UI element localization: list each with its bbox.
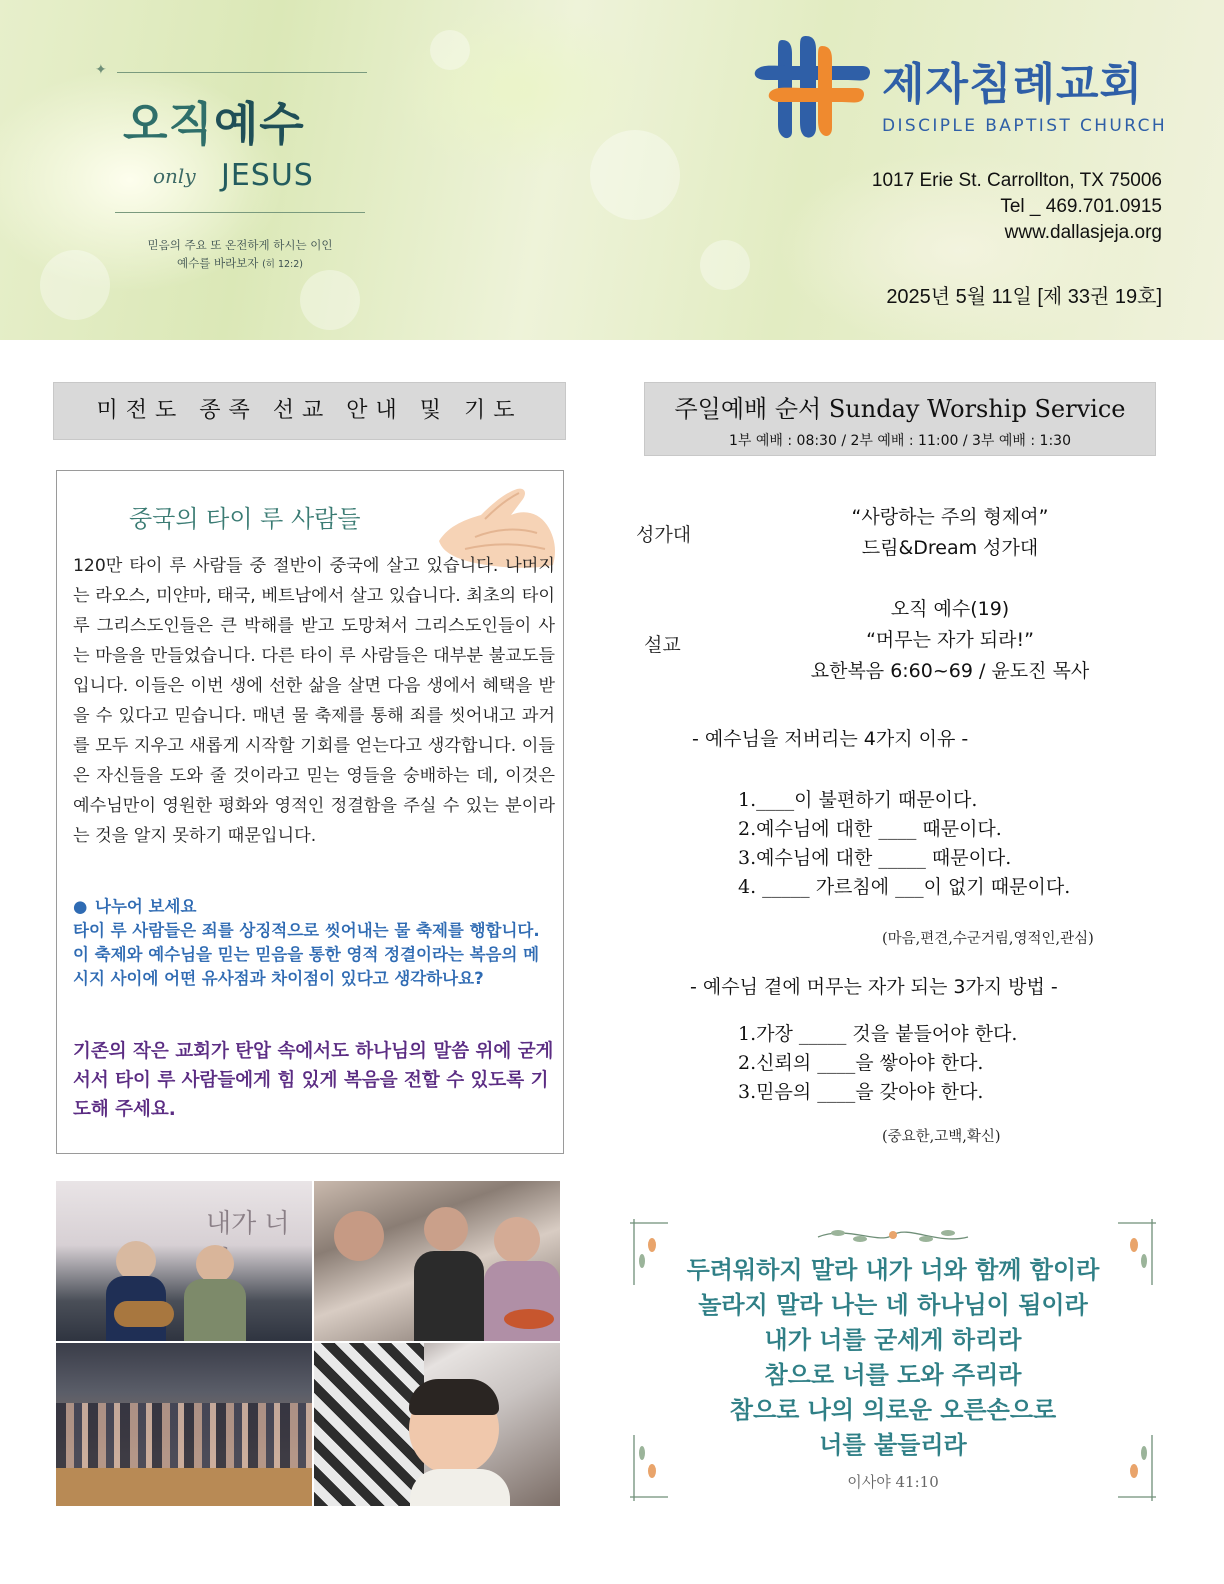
verse-card [628,1215,1158,1505]
mission-section-title: 미전도 종족 선교 안내 및 기도 [53,382,566,440]
verse-line: 참으로 나의 의로운 오른손으로 [729,1396,1057,1424]
prayer-request: 기존의 작은 교회가 탄압 속에서도 하나님의 말씀 위에 굳게 서서 타이 루 사람들에게 힘 있게 복음을 전할 수 있도록 기도해 주세요. [73,1041,554,1120]
motto-only: only [153,164,196,188]
bullet-icon: ● [73,897,88,916]
issue-date: 2025년 5월 11일 [제 33권 19호] [886,286,1162,308]
sparkle-icon: ✦ [95,62,107,78]
sermon-label: 설교 [644,634,681,656]
verse-line: 너를 붙들리라 [819,1431,967,1459]
cross-logo-icon [752,36,872,140]
list-item: 4. _____ 가르침에 ___이 없기 때문이다. [738,876,1071,898]
motto-block [95,60,375,280]
divider [115,212,365,213]
photo-collage [56,1181,560,1506]
outline1-list [738,786,1070,902]
photo-worship-team [56,1181,312,1341]
church-name-ko: 제자침례교회 [882,59,1144,110]
choir-name: 드림&Dream 성가대 [861,537,1039,559]
share-section [73,895,555,991]
phone: Tel _ 469.701.0915 [1000,196,1162,217]
verse-line: 내가 너를 굳세게 하리라 [764,1326,1022,1354]
choir-song: “사랑하는 주의 형제여” [851,506,1049,528]
church-name-en: DISCIPLE BAPTIST CHURCH [882,116,1168,136]
verse-line: 두려워하지 말라 내가 너와 함께 함이라 [686,1256,1100,1284]
photo-fellowship-meal [314,1181,560,1341]
sermon-title: “머무는 자가 되라!” [866,629,1034,651]
outline2-list [738,1020,1017,1107]
mission-body: 120만 타이 루 사람들 중 절반이 중국에 살고 있습니다. 나머지는 라오스, 미얀마, 태국, 베트남에서 살고 있습니다. 최초의 타이 루 그리스도인들은 큰 박해를 받고 도망쳐서 그리스도인들이 사는 마을을 만들었습니다. 다른 타이 루 사람들은 대부분 불교도들입니다. 이들은 이번 생에 선한 삶을 살면 다음 생에서 혜택을 받을 수 있다고 믿습니다. 매년 물 축제를 통해 죄를 씻어내고 과거를 모두 지우고 새롭게 시작할 기회를 얻는다고 생각합니다. 이들은 자신들을 도와 줄 것이라고 믿는 영들을 숭배하는 데, 이것은 예수님만이 영원한 평화와 영적인 정결함을 주실 수 있는 분이라는 것을 알지 못하기 때문입니다. [73,556,555,846]
list-item: 2.예수님에 대한 ____ 때문이다. [738,818,1002,840]
header-banner [0,0,1224,340]
motto-title: 오직예수 [123,97,305,151]
list-item: 3.예수님에 대한 _____ 때문이다. [738,847,1012,869]
share-heading: 나누어 보세요 [95,897,197,916]
motto-jesus: JESUS [221,158,314,193]
church-logo [752,36,1192,146]
share-text: 타이 루 사람들은 죄를 상징적으로 씻어내는 물 축제를 행합니다. 이 축제와 예수님을 믿는 믿음을 통한 영적 정결이라는 복음의 메시지 사이에 어떤 유사점과 차이점이 있다고 생각하나요? [73,921,540,988]
bokeh-decoration [430,30,470,70]
worship-title: 주일예배 순서 Sunday Worship Service [674,395,1126,423]
outline1-hint: (마음,편견,수군거림,영적인,관심) [882,931,1094,947]
list-item: 2.신뢰의 ____을 쌓아야 한다. [738,1052,984,1074]
verse-text [628,1253,1158,1463]
outline2-title: - 예수님 곁에 머무는 자가 되는 3가지 방법 - [690,976,1058,998]
photo-child [314,1343,560,1506]
sermon-reference: 요한복음 6:60~69 / 윤도진 목사 [810,660,1090,682]
mission-box [56,470,564,1154]
mission-title: 중국의 타이 루 사람들 [129,505,361,533]
choir-label: 성가대 [636,524,692,546]
list-item: 1.가장 _____ 것을 붙들어야 한다. [738,1023,1018,1045]
list-item: 3.믿음의 ____을 갖아야 한다. [738,1081,984,1103]
worship-section-title [644,382,1156,456]
worship-times: 1부 예배 : 08:30 / 2부 예배 : 11:00 / 3부 예배 : 1:30 [728,433,1071,449]
verse-line: 참으로 너를 도와 주리라 [764,1361,1022,1389]
outline1-title: - 예수님을 저버리는 4가지 이유 - [692,728,969,750]
verse-line: 놀라지 말라 나는 네 하나님이 됨이라 [698,1291,1088,1319]
divider [117,72,367,73]
website-link[interactable]: www.dallasjeja.org [1004,222,1162,243]
photo-banner-text: 내가 너 [206,1209,290,1239]
contact-info [872,168,1162,246]
sermon-series: 오직 예수(19) [890,598,1010,620]
choir-details [780,502,1120,564]
address: 1017 Erie St. Carrollton, TX 75006 [871,170,1162,191]
verse-reference: 이사야 41:10 [847,1473,939,1491]
bokeh-decoration [590,130,680,220]
motto-verse: 믿음의 주요 또 온전하게 하시는 이인 예수를 바라보자 (히 12:2) [147,238,333,270]
list-item: 1.____이 불편하기 때문이다. [738,789,978,811]
sermon-details [780,594,1120,687]
bokeh-decoration [700,240,750,290]
photo-group [56,1343,312,1506]
outline2-hint: (중요한,고백,확신) [882,1129,1001,1145]
